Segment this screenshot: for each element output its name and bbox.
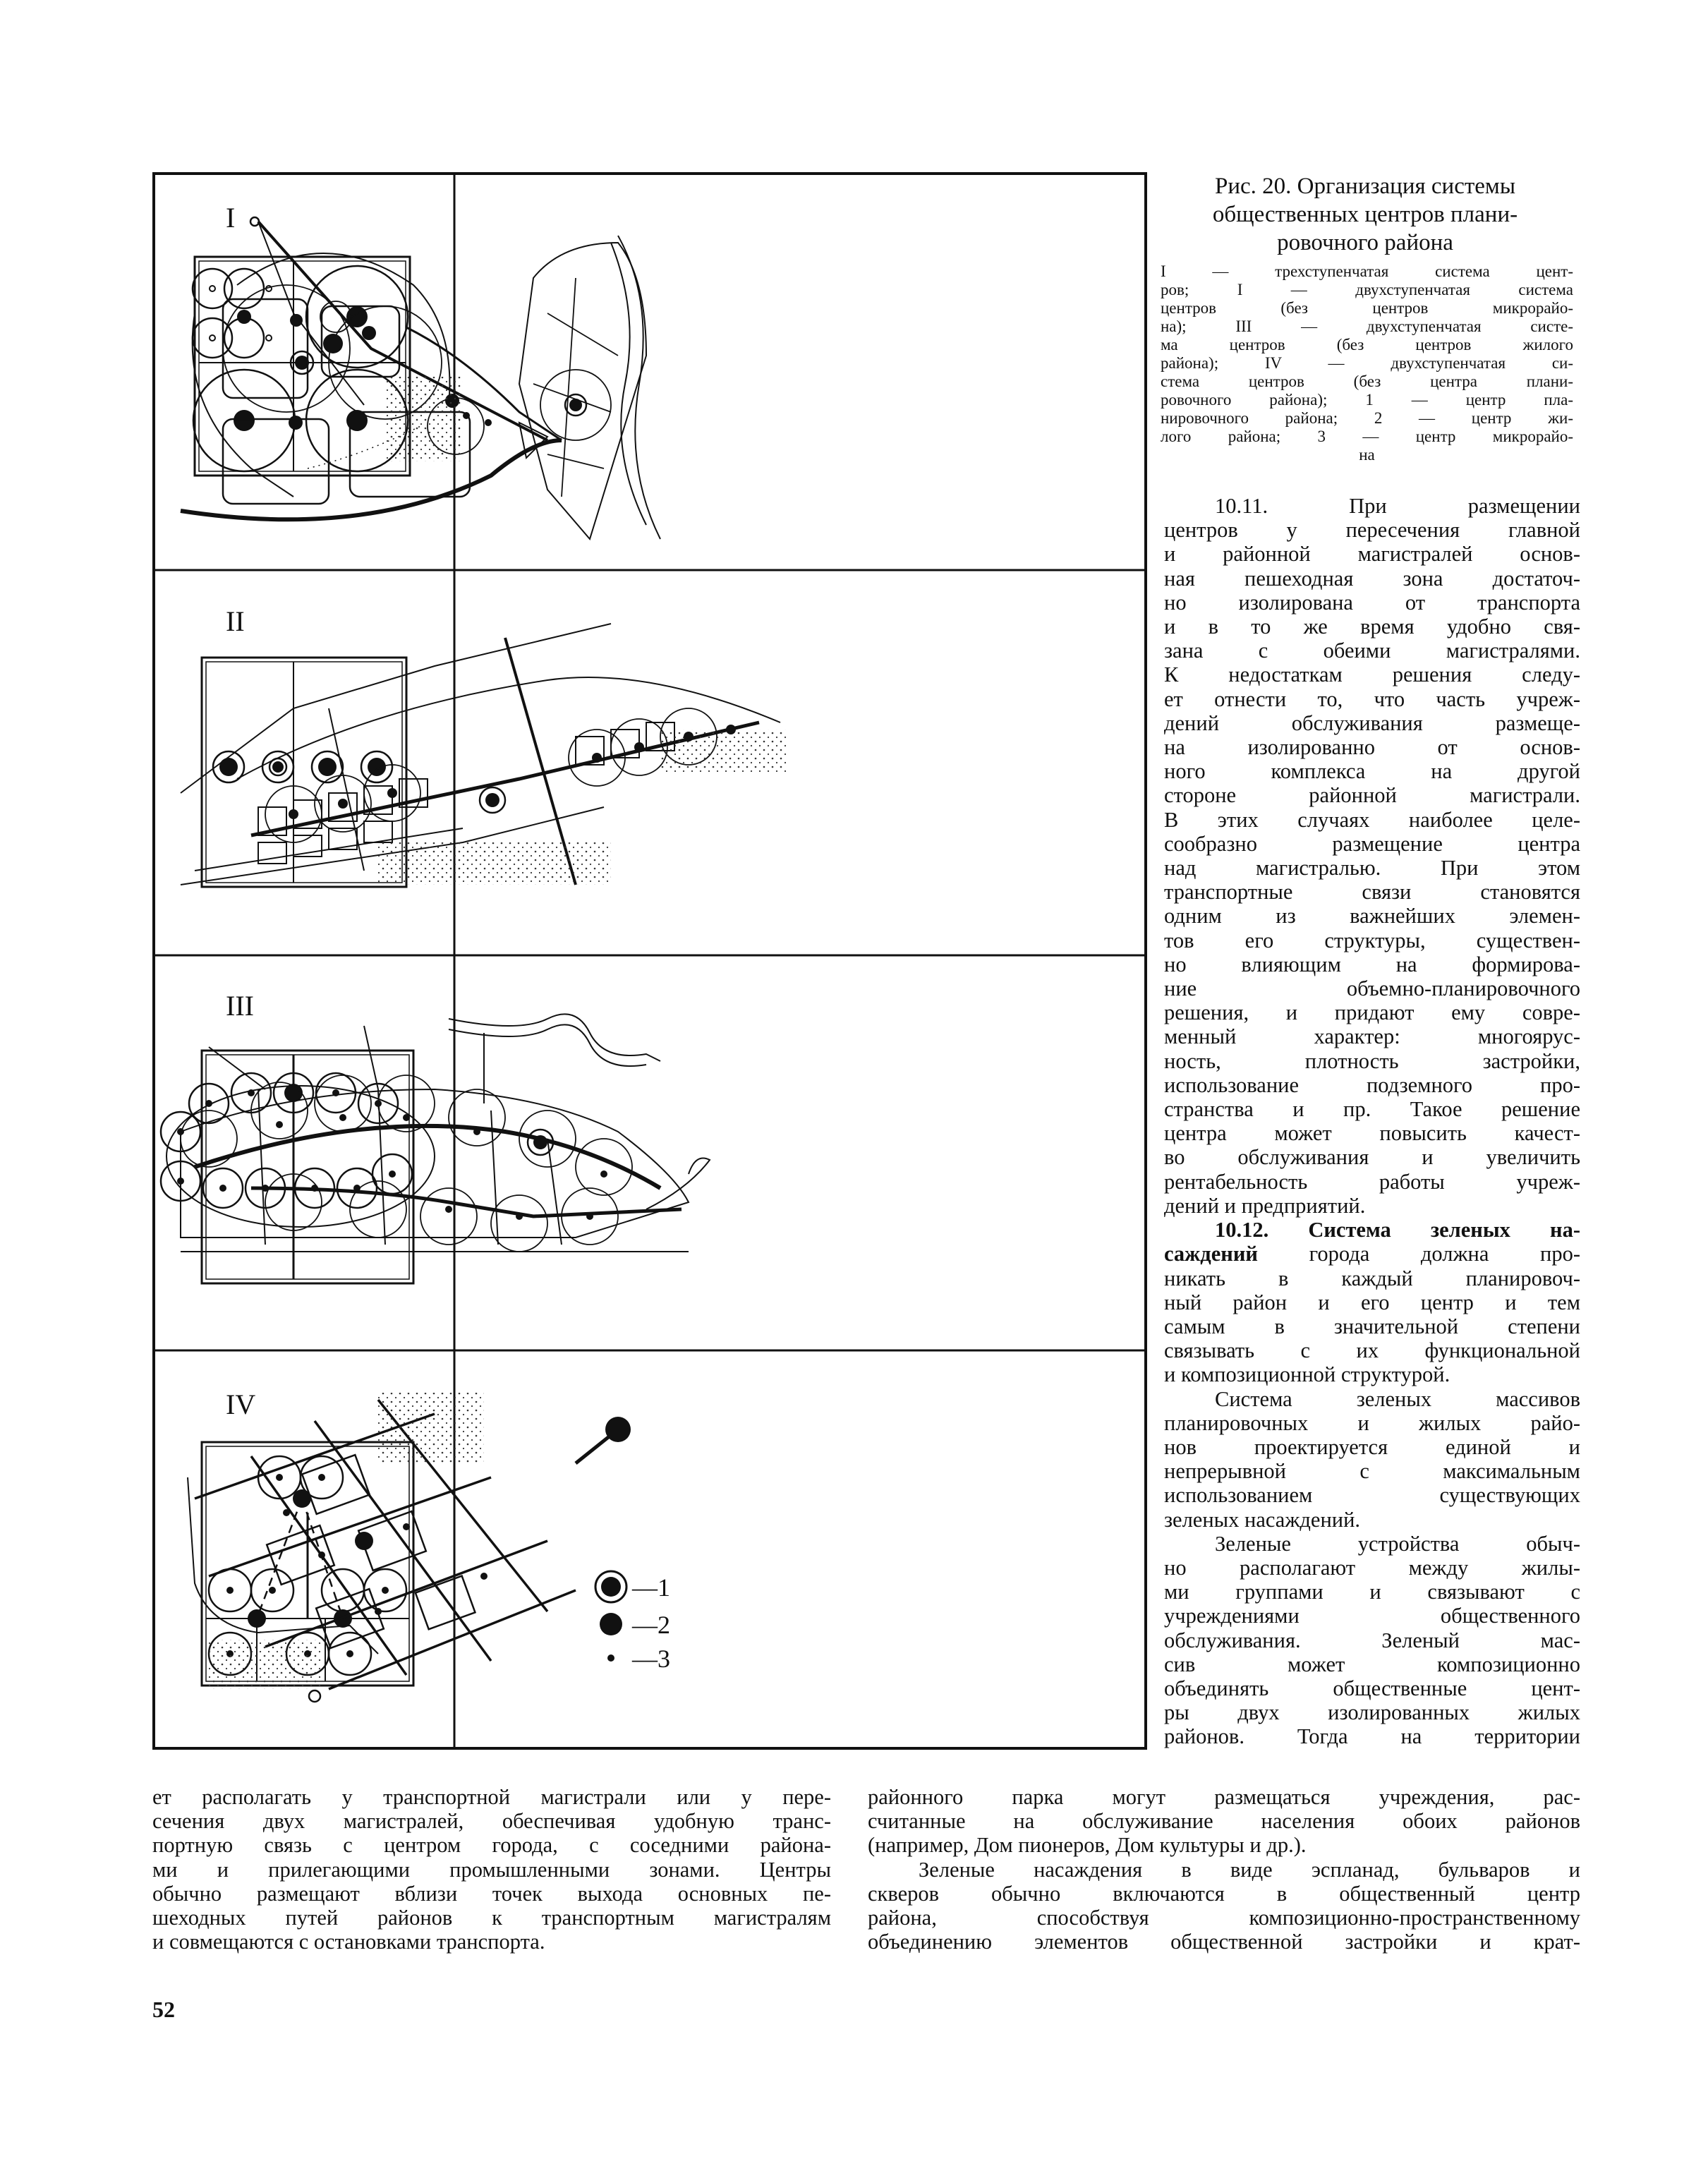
text-line: зана с обеими магистралями. [1164, 639, 1580, 663]
text-line: портную связь с центром города, с соседними района- [152, 1833, 831, 1858]
text-line: учреждениями общественного [1164, 1604, 1580, 1628]
row-label-4: IV [226, 1388, 256, 1420]
text-line: ет отнести то, что часть учреж- [1164, 686, 1580, 711]
text-line: во обслуживания и увеличить [1164, 1145, 1580, 1170]
right-text-column [1164, 494, 1580, 1749]
text-line: транспортные связи становятся [1164, 880, 1580, 904]
text-line: но влияющим на формирова- [1164, 952, 1580, 976]
text-line: дений обслуживания размеще- [1164, 710, 1580, 735]
text-line: на изолированно от основ- [1164, 735, 1580, 760]
text-line: ная пешеходная зона достаточ- [1164, 566, 1580, 591]
legend-text-line: района); IV — двухступенчатая си- [1161, 354, 1573, 372]
text-line: дений и предприятий. [1164, 1193, 1366, 1218]
text-line: центра может повысить качест- [1164, 1121, 1580, 1146]
text-line: и композиционной структурой. [1164, 1362, 1450, 1387]
figure-drawing [152, 172, 1147, 1750]
text-line: использование подземного про- [1164, 1072, 1580, 1097]
figure-caption-title [1157, 172, 1573, 257]
text-line: решения, и придают ему совре- [1164, 1000, 1580, 1025]
legend-text-line: стема центров (без центра плани- [1161, 373, 1573, 390]
caption-title-line: общественных центров плани- [1212, 202, 1518, 227]
text-line: и в то же время удобно свя- [1164, 615, 1580, 639]
bottom-left-text-column [152, 1785, 831, 1954]
legend-text-line: ма центров (без центров жилого [1161, 336, 1573, 353]
text-line: связывать с их функциональной [1164, 1338, 1580, 1363]
legend-text-line: центров (без центров микрорайо- [1161, 299, 1573, 317]
text-line: непрерывной с максимальным [1164, 1459, 1580, 1484]
text-line: стороне районной магистрали. [1164, 783, 1580, 808]
text-line: района, способствуя композиционно-пространственному [868, 1906, 1580, 1930]
text-line: нов проектируется единой и [1164, 1434, 1580, 1459]
legend-text-line: ровочного района); 1 — центр пла- [1161, 391, 1573, 409]
map-row-4 [188, 1393, 611, 1702]
row-label-3: III [226, 990, 254, 1022]
text-line: районов. Тогда на территории [1164, 1724, 1580, 1749]
schema-row-1-dots [210, 286, 368, 431]
text-line: ми группами и связывают с [1164, 1580, 1580, 1604]
text-line: ние объемно-планировочного [1164, 976, 1580, 1001]
text-line: саждений города должна про- [1164, 1242, 1580, 1266]
legend-text-line: нировочного района; 2 — центр жи- [1161, 409, 1573, 427]
text-line: использованием существующих [1164, 1483, 1580, 1508]
text-line: странства и пр. Такое решение [1164, 1097, 1580, 1122]
legend-text-line: на [1359, 446, 1375, 464]
text-line: 10.11. При размещении [1215, 494, 1580, 518]
text-line: сообразно размещение центра [1164, 831, 1580, 856]
text-line: ет располагать у транспортной магистрали или у пере- [152, 1785, 831, 1809]
figure-caption-legend [1161, 262, 1573, 464]
text-line: районного парка могут размещаться учреждения, рас- [868, 1785, 1580, 1809]
caption-title-line: Рис. 20. Организация системы [1214, 174, 1515, 199]
bottom-right-text-column [868, 1785, 1580, 1954]
text-line: В этих случаях наиболее целе- [1164, 807, 1580, 832]
text-line: никать в каждый планировоч- [1164, 1266, 1580, 1290]
text-line: над магистралью. При этом [1164, 856, 1580, 881]
map-row-2 [181, 624, 787, 885]
text-line: и районной магистралей основ- [1164, 542, 1580, 567]
text-line: (например, Дом пионеров, Дом культуры и др.). [868, 1833, 1307, 1858]
row-label-2: II [226, 605, 245, 637]
row-label-1: I [226, 202, 236, 234]
text-line: Система зеленых массивов [1215, 1386, 1580, 1411]
figure-legend [595, 1571, 670, 1673]
text-line: объединять общественные цент- [1164, 1676, 1580, 1700]
text-line: и совмещаются с остановками транспорта. [152, 1930, 545, 1954]
text-line: сив может композиционно [1164, 1652, 1580, 1676]
legend-label-3: —3 [632, 1645, 670, 1673]
text-line: ность, плотность застройки, [1164, 1048, 1580, 1073]
text-line: ры двух изолированных жилых [1164, 1700, 1580, 1725]
text-line: обычно размещают вблизи точек выхода основных пе- [152, 1881, 831, 1906]
legend-label-1: —1 [632, 1573, 670, 1602]
legend-item-1 [595, 1571, 670, 1602]
legend-text-line: ров; I — двухступенчатая система [1161, 281, 1573, 298]
text-line: ми и прилегающими промышленными зонами. Центры [152, 1857, 831, 1882]
text-line: 10.12. Система зеленых на- [1215, 1218, 1580, 1242]
text-line: одним из важнейших элемен- [1164, 904, 1580, 928]
legend-item-2 [600, 1611, 670, 1639]
text-line: шеходных путей районов к транспортным магистралям [152, 1906, 831, 1930]
text-line: объединению элементов общественной застройки и крат- [868, 1930, 1580, 1954]
legend-item-3 [607, 1645, 670, 1673]
caption-title-line: ровочного района [1277, 230, 1453, 255]
text-line: Зеленые устройства обыч- [1215, 1531, 1580, 1556]
text-line: сечения двух магистралей, обеспечивая удобную транс- [152, 1809, 831, 1834]
text-line: тов его структуры, существен- [1164, 928, 1580, 952]
legend-text-line: на); III — двухступенчатая систе- [1161, 317, 1573, 335]
text-line: менный характер: многоярус- [1164, 1024, 1580, 1049]
text-line: Зеленые насаждения в виде эспланад, бульваров и [919, 1857, 1580, 1882]
text-line: рентабельность работы учреж- [1164, 1169, 1580, 1194]
text-line: планировочных и жилых райо- [1164, 1410, 1580, 1435]
text-line: ного комплекса на другой [1164, 759, 1580, 784]
legend-label-2: —2 [632, 1611, 670, 1639]
text-line: зеленых насаждений. [1164, 1507, 1361, 1532]
text-line: но изолирована от транспорта [1164, 590, 1580, 615]
figure-20 [152, 172, 1147, 1750]
text-line: но располагают между жилы- [1164, 1555, 1580, 1580]
text-line: самым в значительной степени [1164, 1314, 1580, 1338]
text-line: центров у пересечения главной [1164, 518, 1580, 543]
text-line: считанные на обслуживание населения обоих районов [868, 1809, 1580, 1834]
text-line: К недостаткам решения следу- [1164, 662, 1580, 687]
page-number: 52 [152, 1997, 175, 2022]
text-line: обслуживания. Зеленый мас- [1164, 1628, 1580, 1652]
legend-text-line: лого района; 3 — центр микрорайо- [1161, 428, 1573, 445]
legend-text-line: I — трехступенчатая система цент- [1161, 262, 1573, 280]
text-line: скверов обычно включаются в общественный центр [868, 1881, 1580, 1906]
text-line: ный район и его центр и тем [1164, 1290, 1580, 1314]
